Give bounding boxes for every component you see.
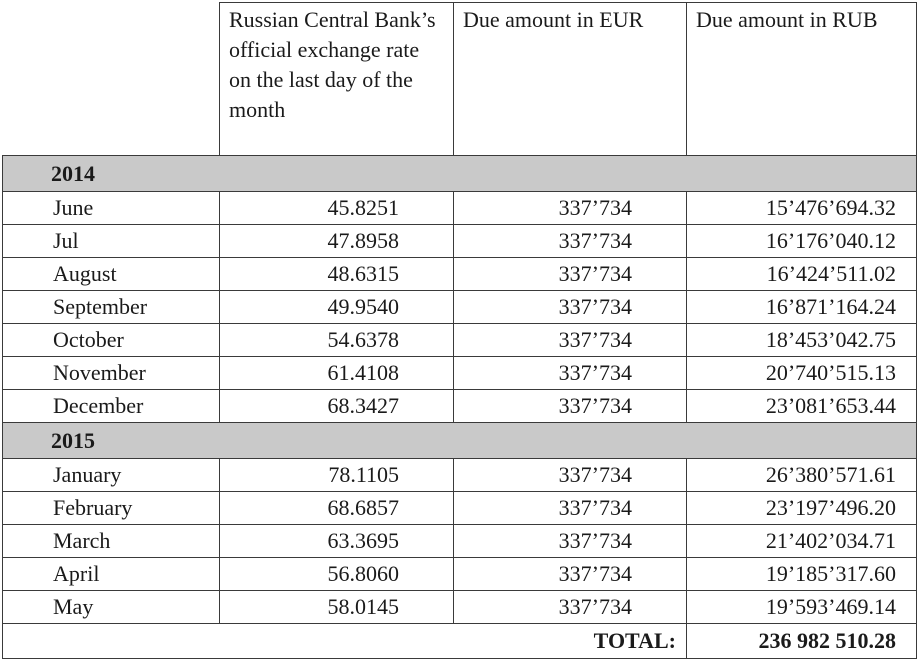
eur-amount-cell: 337’734 — [454, 591, 687, 624]
table-row — [3, 324, 917, 357]
exchange-rate-table — [2, 2, 917, 659]
month-cell: October — [3, 324, 220, 357]
table-row — [3, 291, 917, 324]
month-cell: May — [3, 591, 220, 624]
rate-cell: 48.6315 — [220, 258, 454, 291]
eur-amount-cell: 337’734 — [454, 357, 687, 390]
eur-amount-cell: 337’734 — [454, 390, 687, 423]
rub-amount-cell: 21’402’034.71 — [687, 525, 917, 558]
rub-amount-cell: 18’453’042.75 — [687, 324, 917, 357]
rate-cell: 58.0145 — [220, 591, 454, 624]
total-label: TOTAL: — [3, 624, 687, 659]
total-value: 236 982 510.28 — [687, 624, 917, 659]
month-cell: April — [3, 558, 220, 591]
table-row — [3, 558, 917, 591]
rub-amount-cell: 23’197’496.20 — [687, 492, 917, 525]
rub-amount-cell: 20’740’515.13 — [687, 357, 917, 390]
rub-amount-cell: 16’424’511.02 — [687, 258, 917, 291]
table-row — [3, 492, 917, 525]
year-section-row — [3, 423, 917, 459]
month-cell: June — [3, 192, 220, 225]
total-row — [3, 624, 917, 659]
rate-cell: 45.8251 — [220, 192, 454, 225]
table-row — [3, 225, 917, 258]
rub-amount-cell: 19’185’317.60 — [687, 558, 917, 591]
month-cell: December — [3, 390, 220, 423]
eur-amount-cell: 337’734 — [454, 258, 687, 291]
rate-cell: 78.1105 — [220, 459, 454, 492]
rate-cell: 49.9540 — [220, 291, 454, 324]
table-row — [3, 357, 917, 390]
rub-amount-cell: 16’176’040.12 — [687, 225, 917, 258]
header-rate: Russian Central Bank’s official exchange rate on the last day of the month — [220, 3, 454, 156]
header-blank-cell — [3, 3, 220, 156]
eur-amount-cell: 337’734 — [454, 225, 687, 258]
eur-amount-cell: 337’734 — [454, 492, 687, 525]
table-row — [3, 591, 917, 624]
table-row — [3, 192, 917, 225]
eur-amount-cell: 337’734 — [454, 324, 687, 357]
year-label: 2014 — [3, 156, 917, 192]
eur-amount-cell: 337’734 — [454, 525, 687, 558]
rub-amount-cell: 19’593’469.14 — [687, 591, 917, 624]
rub-amount-cell: 15’476’694.32 — [687, 192, 917, 225]
year-label: 2015 — [3, 423, 917, 459]
rate-cell: 47.8958 — [220, 225, 454, 258]
rate-cell: 61.4108 — [220, 357, 454, 390]
header-row — [3, 3, 917, 156]
table-row — [3, 525, 917, 558]
table-row — [3, 390, 917, 423]
table-body — [3, 3, 917, 659]
header-eur: Due amount in EUR — [454, 3, 687, 156]
eur-amount-cell: 337’734 — [454, 291, 687, 324]
rate-cell: 68.3427 — [220, 390, 454, 423]
month-cell: September — [3, 291, 220, 324]
rate-cell: 54.6378 — [220, 324, 454, 357]
month-cell: February — [3, 492, 220, 525]
eur-amount-cell: 337’734 — [454, 558, 687, 591]
month-cell: January — [3, 459, 220, 492]
table-row — [3, 459, 917, 492]
rate-cell: 56.8060 — [220, 558, 454, 591]
eur-amount-cell: 337’734 — [454, 192, 687, 225]
month-cell: August — [3, 258, 220, 291]
month-cell: November — [3, 357, 220, 390]
table-row — [3, 258, 917, 291]
month-cell: Jul — [3, 225, 220, 258]
eur-amount-cell: 337’734 — [454, 459, 687, 492]
rate-cell: 68.6857 — [220, 492, 454, 525]
header-rub: Due amount in RUB — [687, 3, 917, 156]
month-cell: March — [3, 525, 220, 558]
year-section-row — [3, 156, 917, 192]
rub-amount-cell: 26’380’571.61 — [687, 459, 917, 492]
rub-amount-cell: 23’081’653.44 — [687, 390, 917, 423]
rate-cell: 63.3695 — [220, 525, 454, 558]
rub-amount-cell: 16’871’164.24 — [687, 291, 917, 324]
